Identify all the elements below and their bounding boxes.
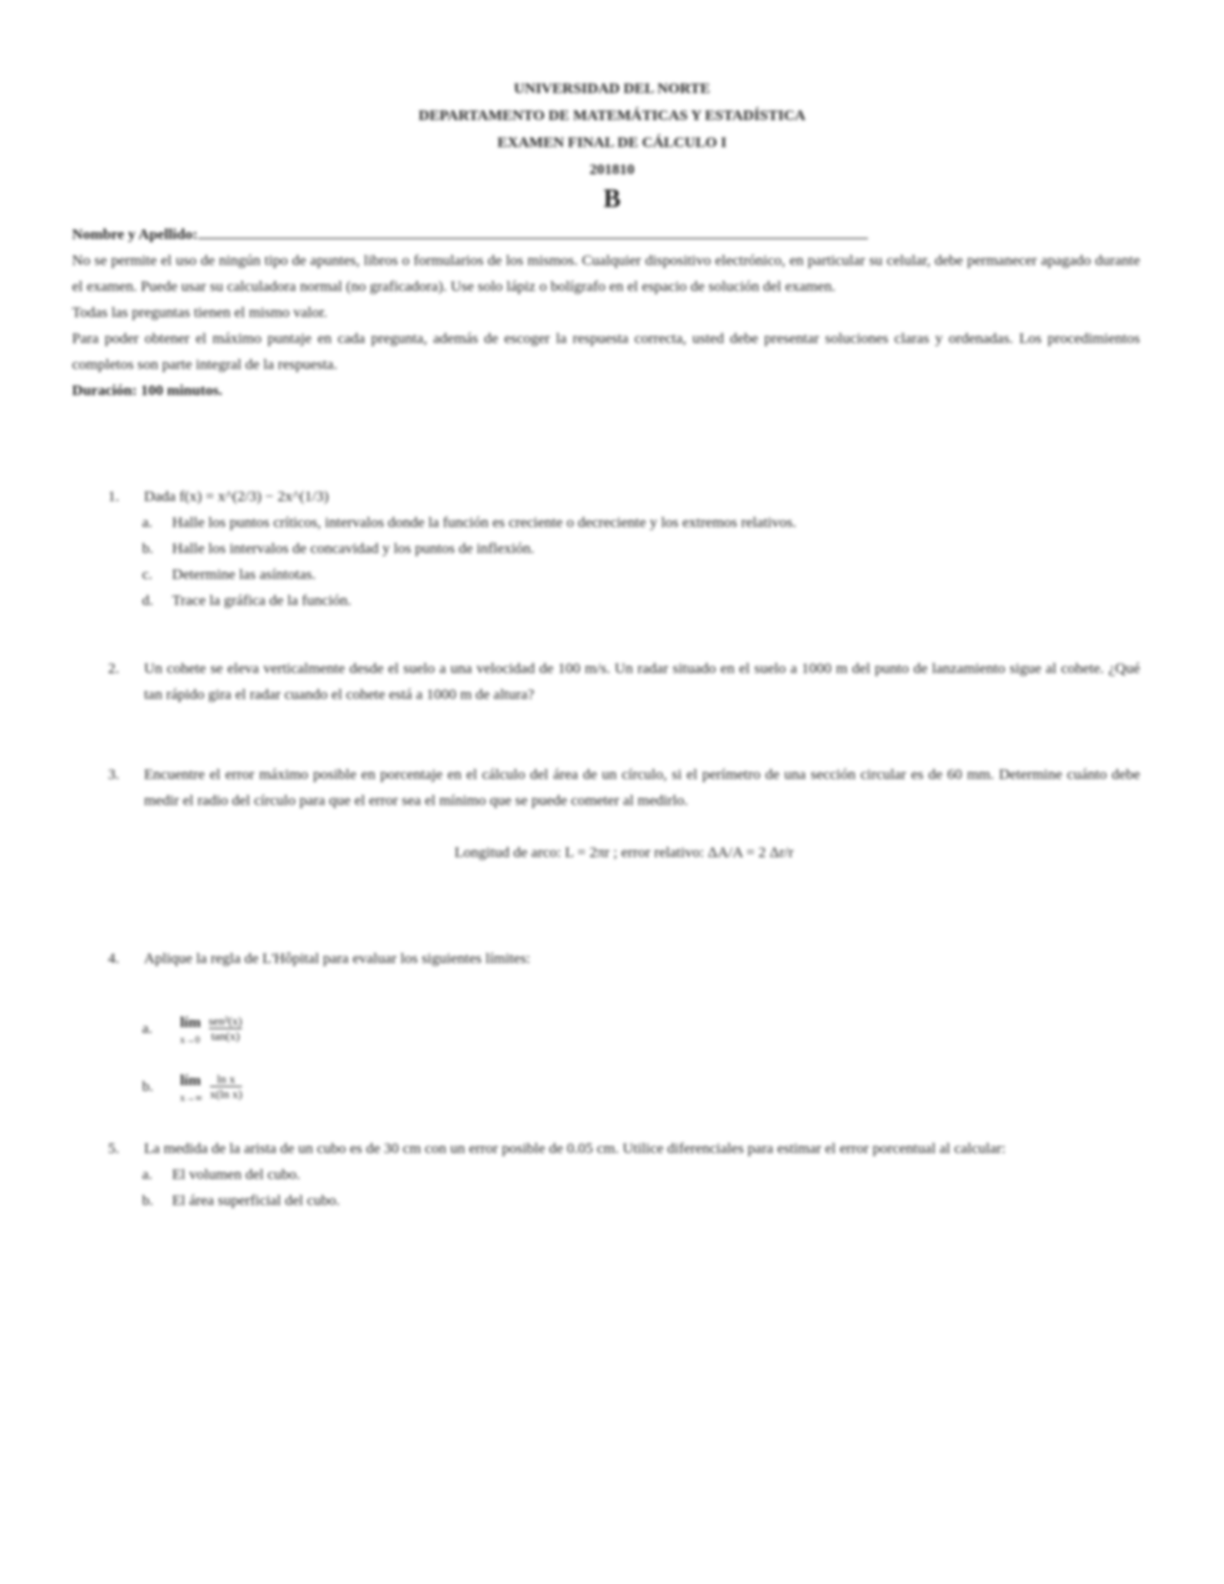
fraction: $\frac{\text{sen²(x)}}{\tan(x)}$ (208, 1013, 243, 1043)
fraction: $\frac{\text{ln x}}{\text{x(ln x)}}$ (209, 1071, 243, 1101)
question-text: La medida de la arista de un cubo es de 30 cm con un error posible de 0.05 cm. Utilice diferenciales para estimar el error porcentual al calcular: (144, 1141, 1006, 1157)
exam-title: EXAMEN FINAL DE CÁLCULO I (497, 135, 727, 151)
list-item: a. lím x→0 $\frac{\text{sen²(x)}}{\tan(x)}$ (172, 1010, 1140, 1068)
question-text: Dada f(x) = x^(2/3) − 2x^(1/3) (144, 489, 329, 505)
question-5 (108, 1136, 1140, 1214)
question-text: Encuentre el error máximo posible en porcentaje en el cálculo del área de un círculo, si el perímetro de una sección circular es de 60 mm. Determine cuánto debe medir el radio del círculo para que el error sea el mínimo que se puede cometer al medirlo. (144, 767, 1140, 809)
question-number: 5. (108, 1141, 120, 1157)
question-2 (108, 656, 1140, 708)
question-number: 4. (108, 951, 120, 967)
name-label: Nombre y Apellido: (72, 227, 198, 243)
exam-period: 201810 (589, 162, 635, 178)
question-1 (108, 484, 1140, 614)
list-item: b. lím x→∞ $\frac{\text{ln x}}{\text{x(ln x)}}$ (172, 1068, 1140, 1126)
exam-header (0, 76, 1224, 214)
exam-version: B (603, 184, 621, 213)
question-items (108, 1010, 1140, 1126)
question-3 (108, 762, 1140, 866)
question-text: Un cohete se eleva verticalmente desde el suelo a una velocidad de 100 m/s. Un radar situado en el suelo a 1000 m del punto de lanzamiento sigue al cohete. ¿Qué tan rápido gira el radar cuando el cohete está a 1000 m de altura? (144, 661, 1140, 703)
university-name: UNIVERSIDAD DEL NORTE (513, 81, 711, 97)
question-number: 1. (108, 489, 120, 505)
list-item: b. El área superficial del cubo. (142, 1193, 340, 1209)
instructions-block (72, 222, 1140, 404)
instruction-1: No se permite el uso de ningún tipo de apuntes, libros o formularios de los mismos. Cualquier dispositivo electrónico, en particular su celular, debe permanecer apagado durante el examen. Puede usar su calculadora normal (no graficadora). Use solo lápiz o bolígrafo en el espacio de solución del examen. (72, 253, 1140, 295)
list-item: c. Determine las asíntotas. (142, 567, 316, 583)
question-number: 2. (108, 661, 120, 677)
exam-duration: Duración: 100 minutos. (72, 383, 223, 399)
question-items (108, 1162, 1140, 1214)
instruction-3: Para poder obtener el máximo puntaje en cada pregunta, además de escoger la respuesta correcta, usted debe presentar soluciones claras y ordenadas. Los procedimientos completos son parte integral de la respuesta. (72, 331, 1140, 373)
name-underline (198, 222, 868, 239)
department-name: DEPARTAMENTO DE MATEMÁTICAS Y ESTADÍSTICA (418, 108, 806, 124)
list-item: d. Trace la gráfica de la función. (142, 593, 352, 609)
limit-expression: lím x→∞ (180, 1073, 203, 1104)
list-item: a. Halle los puntos críticos, intervalos donde la función es creciente o decreciente y los extremos relativos. (142, 515, 797, 531)
question-items (108, 510, 1140, 614)
list-item: b. Halle los intervalos de concavidad y los puntos de inflexión. (142, 541, 535, 557)
formula: Longitud de arco: L = 2πr ; error relativo: ΔA/A = 2 Δr/r (454, 845, 794, 861)
question-4 (108, 946, 1140, 1126)
list-item: a. El volumen del cubo. (142, 1167, 301, 1183)
instruction-2: Todas las preguntas tienen el mismo valor. (72, 305, 328, 321)
question-text: Aplique la regla de L'Hôpital para evaluar los siguientes límites: (144, 951, 531, 967)
question-number: 3. (108, 767, 120, 783)
name-field (72, 222, 1140, 248)
limit-expression: lím x→0 (180, 1015, 201, 1046)
